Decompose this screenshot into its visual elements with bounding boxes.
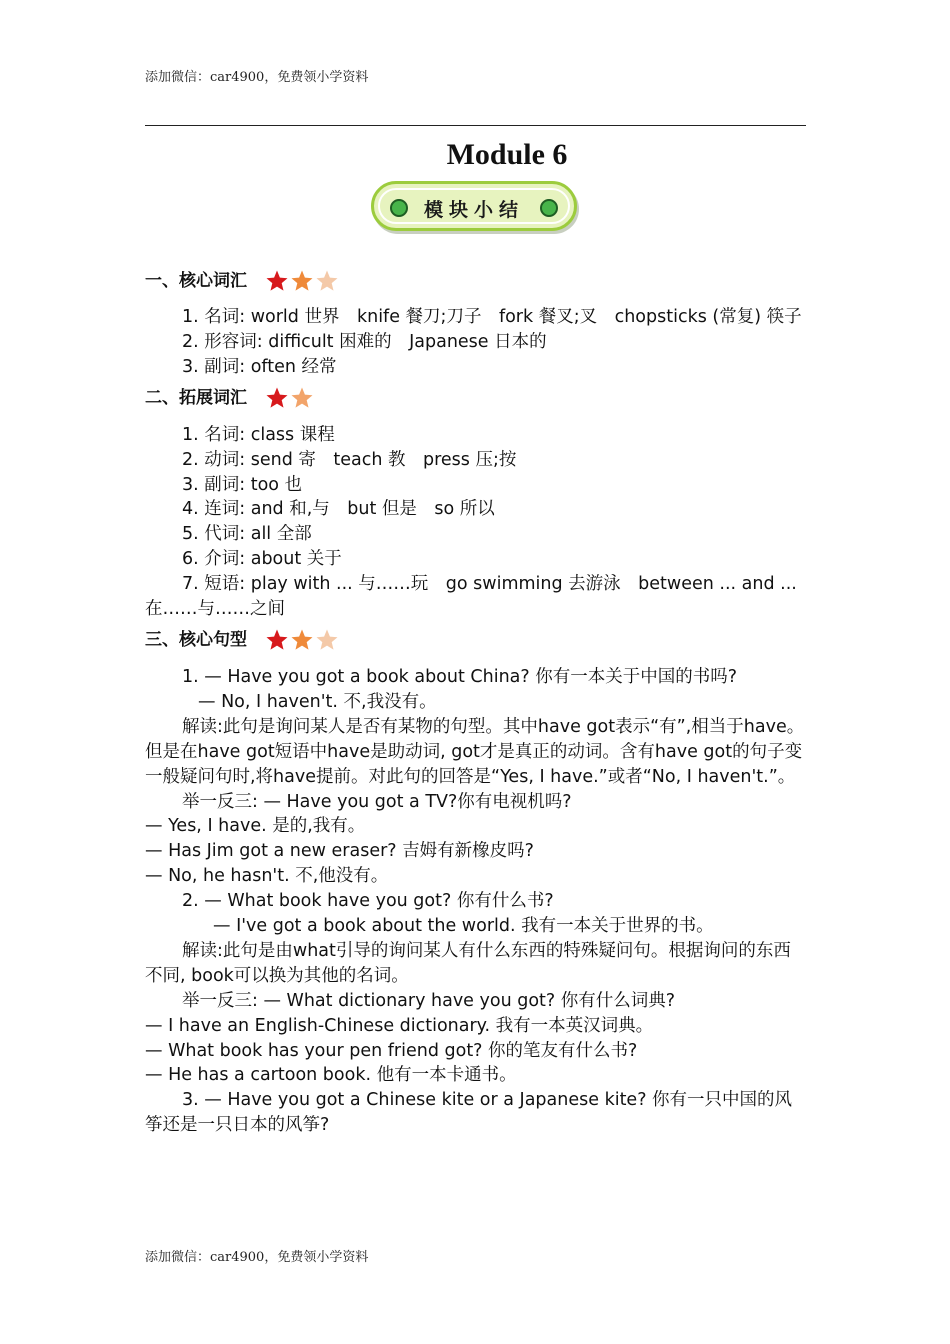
difficulty-stars (265, 628, 340, 652)
explanation-paragraph: 解读:此句是由what引导的询问某人有什么东西的特殊疑问句。根据询问的东西不同, book可以换为其他的名词。 (145, 940, 791, 986)
vocab-line: 2. 动词: send 寄 teach 教 press 压;按 (182, 449, 517, 470)
vocab-line: 3. 副词: too 也 (182, 474, 303, 495)
star-icon (290, 628, 314, 652)
vocab-line: 2. 形容词: difficult 困难的 Japanese 日本的 (182, 331, 547, 352)
green-dot-icon (540, 199, 558, 217)
star-icon (265, 628, 289, 652)
footer-note: 添加微信：car4900，免费领小学资料 (145, 1250, 369, 1265)
vocab-line: 1. 名词: world 世界 knife 餐刀;刀子 fork 餐叉;叉 chopsticks (常复) 筷子 (182, 307, 802, 327)
vocab-line: 4. 连词: and 和,与 but 但是 so 所以 (182, 499, 495, 520)
sentence-line: 2. — What book have you got? 你有什么书? (182, 891, 554, 912)
star-icon (290, 386, 314, 410)
difficulty-stars (265, 386, 315, 410)
sentence-line: — I've got a book about the world. 我有一本关于世界的书。 (213, 916, 714, 937)
section-heading (145, 625, 805, 656)
example-line: 举一反三: — What dictionary have you got? 你有什么词典? (182, 990, 676, 1011)
section-title: 三、核心句型 (145, 630, 247, 651)
example-line: — Has Jim got a new eraser? 吉姆有新橡皮吗? (145, 841, 534, 862)
example-line: — No, he hasn't. 不,他没有。 (145, 866, 389, 887)
vocab-line: 7. 短语: play with ... 与……玩 go swimming 去游泳 between ... and ... 在……与……之间 (145, 574, 797, 620)
header-note: 添加微信：car4900，免费领小学资料 (145, 70, 369, 85)
vocab-line: 1. 名词: class 课程 (182, 424, 335, 445)
example-line: — He has a cartoon book. 他有一本卡通书。 (145, 1065, 517, 1086)
example-line: — What book has your pen friend got? 你的笔友有什么书? (145, 1040, 638, 1061)
example-line: — I have an English-Chinese dictionary. 我有一本英汉词典。 (145, 1015, 654, 1036)
section-heading (145, 265, 805, 296)
example-line: 举一反三: — Have you got a TV?你有电视机吗? (182, 791, 572, 812)
sentence-line: 3. — Have you got a Chinese kite or a Japanese kite? 你有一只中国的风筝还是一只日本的风筝? (145, 1090, 793, 1136)
badge-label: 模块小结 (423, 199, 524, 221)
page-title: Module 6 (446, 138, 568, 171)
sentence-line: — No, I haven't. 不,我没有。 (198, 691, 437, 712)
vocab-line: 5. 代词: all 全部 (182, 524, 312, 545)
sentence-line: 1. — Have you got a book about China? 你有一本关于中国的书吗? (182, 666, 738, 687)
section-heading (145, 383, 805, 414)
section-badge (371, 181, 577, 231)
vocab-line: 3. 副词: often 经常 (182, 356, 337, 377)
section-title: 二、拓展词汇 (145, 388, 247, 409)
star-icon (315, 269, 339, 293)
star-icon (265, 269, 289, 293)
star-icon (290, 269, 314, 293)
example-line: — Yes, I have. 是的,我有。 (145, 816, 366, 837)
star-icon (265, 386, 289, 410)
explanation-paragraph: 解读:此句是询问某人是否有某物的句型。其中have got表示“有”,相当于have。但是在have got短语中have是助动词, got才是真正的动词。含有have got的句子变一般疑问句时,将have提前。对此句的回答是“Yes, I have.”或者“No, I haven't.”。 (145, 716, 805, 787)
star-icon (315, 628, 339, 652)
document-body (145, 262, 805, 1138)
difficulty-stars (265, 269, 340, 293)
vocab-line: 6. 介词: about 关于 (182, 549, 342, 570)
section-title: 一、核心词汇 (145, 270, 247, 291)
header-divider (145, 125, 806, 126)
